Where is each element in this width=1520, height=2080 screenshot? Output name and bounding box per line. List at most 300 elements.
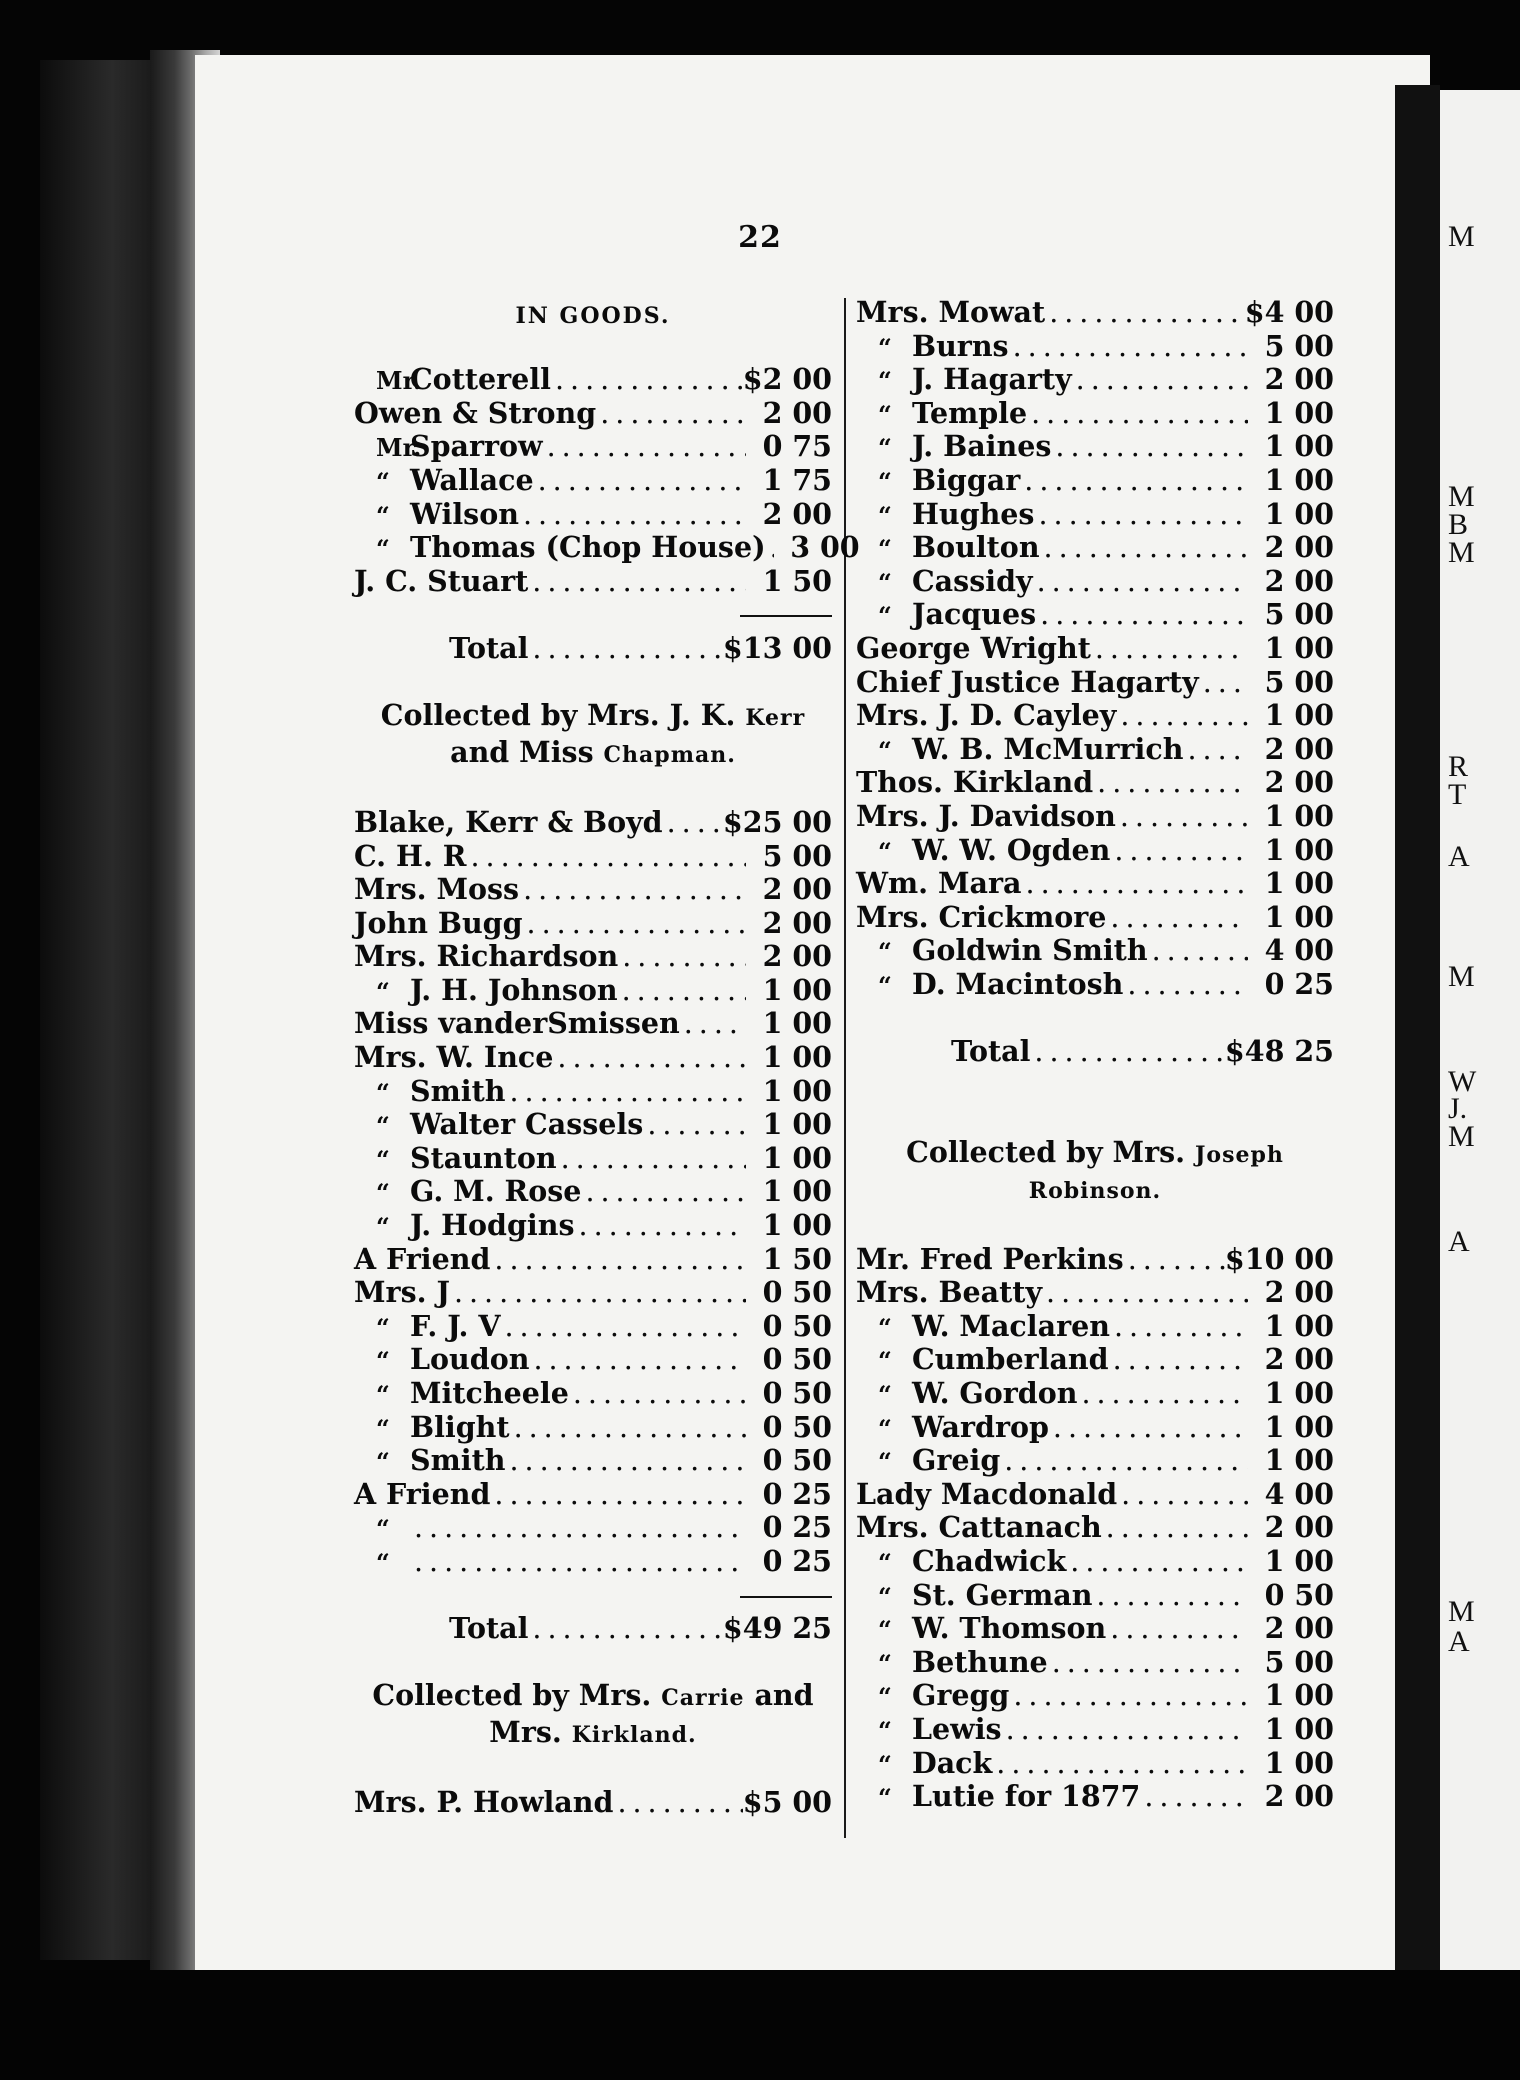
dot-leader <box>596 397 746 431</box>
donation-amount: 0 50 <box>1264 1577 1334 1612</box>
list-item <box>354 1377 832 1411</box>
section-heading-text: Collected by Mrs. J. K. <box>380 698 746 733</box>
donor-name-text: Mrs. Beatty <box>856 1275 1043 1310</box>
dot-leader <box>643 1108 746 1142</box>
list-item <box>856 1411 1334 1445</box>
donor-name-text: Staunton <box>410 1140 557 1175</box>
list-item <box>856 1780 1334 1814</box>
donor-name <box>856 699 1116 733</box>
ditto-mark: “ <box>878 1447 892 1477</box>
donor-name <box>856 464 1020 499</box>
list-item <box>856 498 1334 532</box>
ditto-mark: “ <box>376 500 390 530</box>
dot-leader <box>519 873 746 907</box>
dot-leader <box>569 1377 746 1411</box>
dot-leader <box>1002 1713 1248 1747</box>
ditto-mark: “ <box>376 1413 390 1443</box>
donor-name <box>856 1243 1124 1277</box>
dot-leader <box>1106 1612 1248 1646</box>
section-heading-in-goods: IN GOODS. <box>515 303 671 329</box>
next-page-letter: A <box>1448 1225 1470 1258</box>
next-page-letter: T <box>1448 778 1467 811</box>
donation-amount: 1 00 <box>1264 866 1334 901</box>
section-heading-text: Mrs. <box>489 1714 572 1749</box>
donor-name <box>856 1444 1000 1479</box>
dot-leader <box>1030 1035 1225 1069</box>
list-item <box>354 873 832 907</box>
total-amount: $48 25 <box>1224 1034 1334 1069</box>
donor-name-text: Mrs. Cattanach <box>856 1510 1102 1545</box>
donor-name <box>354 907 523 941</box>
list-item <box>856 733 1334 767</box>
donor-name <box>354 974 618 1009</box>
ditto-mark: “ <box>376 1447 390 1477</box>
ditto-mark: “ <box>878 1682 892 1712</box>
dot-leader <box>1183 733 1248 767</box>
dot-leader <box>1000 1444 1248 1478</box>
donation-amount: 1 00 <box>1264 1443 1334 1478</box>
dot-leader <box>1092 1579 1248 1613</box>
donor-name <box>856 1579 1092 1614</box>
donor-name <box>856 632 1091 666</box>
donor-name-text: Thos. Kirkland <box>856 765 1094 800</box>
donor-name-text: A Friend <box>354 1476 491 1511</box>
ditto-mark: “ <box>376 1380 390 1409</box>
ditto-mark: “ <box>376 466 390 496</box>
dot-leader <box>1199 666 1248 700</box>
donation-amount: 1 50 <box>762 1241 832 1276</box>
dot-leader <box>1110 834 1248 868</box>
donor-name-text: Mrs. P. Howland <box>354 1785 614 1820</box>
donor-name <box>354 1545 410 1580</box>
spacer <box>856 1209 1334 1243</box>
dot-leader <box>1048 1646 1248 1680</box>
ditto-mark: “ <box>878 601 892 631</box>
donor-name-text: Dack <box>912 1745 993 1780</box>
list-item <box>856 330 1334 364</box>
next-page-letter: W <box>1448 1065 1477 1098</box>
list-item <box>856 565 1334 599</box>
dot-leader <box>1022 867 1248 901</box>
donor-name-text: Mrs. Moss <box>354 872 520 907</box>
dot-leader <box>663 806 723 840</box>
ditto-mark: “ <box>878 433 892 463</box>
dot-leader <box>1093 766 1248 800</box>
donor-name <box>354 1377 569 1412</box>
donor-name <box>354 430 543 465</box>
dot-leader <box>500 1310 746 1344</box>
list-item <box>354 464 832 498</box>
dot-leader <box>1117 1478 1248 1512</box>
donation-amount: 1 00 <box>762 1040 832 1075</box>
list-item <box>856 1310 1334 1344</box>
total-rule <box>354 1579 832 1613</box>
donor-name <box>354 1075 505 1110</box>
ditto-mark: “ <box>878 1648 892 1678</box>
donation-amount: 2 00 <box>1264 1779 1334 1814</box>
list-item <box>354 430 832 464</box>
section-heading <box>354 699 832 772</box>
list-item <box>856 632 1334 666</box>
dot-leader <box>1106 901 1248 935</box>
dot-leader <box>618 974 746 1008</box>
dot-leader <box>1009 1679 1248 1713</box>
donor-name <box>354 1786 613 1820</box>
donation-amount: 4 00 <box>1264 1476 1334 1511</box>
list-item <box>856 1713 1334 1747</box>
donor-name <box>354 1243 490 1277</box>
donor-name <box>856 733 1183 768</box>
dot-leader <box>613 1786 742 1820</box>
ditto-mark: “ <box>376 1144 390 1174</box>
list-item <box>856 363 1334 397</box>
dot-leader <box>1027 397 1248 431</box>
dot-leader <box>1116 699 1248 733</box>
donor-name <box>856 363 1072 398</box>
donor-name <box>354 1511 410 1546</box>
donation-amount: 1 00 <box>1264 1745 1334 1780</box>
donation-amount: 2 00 <box>762 496 832 531</box>
spacer <box>354 666 832 700</box>
dot-leader <box>1116 800 1248 834</box>
dot-leader <box>490 1243 746 1277</box>
ditto-mark: “ <box>878 332 892 362</box>
donor-name <box>856 397 1027 432</box>
donation-amount: 1 00 <box>1264 832 1334 867</box>
dot-leader <box>450 1276 746 1310</box>
donor-name <box>856 1478 1117 1512</box>
left-column <box>354 296 860 1820</box>
dot-leader <box>528 632 723 666</box>
ditto-mark: “ <box>376 1178 390 1208</box>
donor-name <box>354 1310 500 1345</box>
dot-leader <box>1020 464 1248 498</box>
dot-leader <box>466 840 746 874</box>
donor-name <box>856 1411 1049 1446</box>
next-page-letter: A <box>1448 840 1470 873</box>
list-item <box>856 1545 1334 1579</box>
donation-amount: 0 25 <box>1264 966 1334 1001</box>
donor-name-text: Smith <box>410 1443 506 1478</box>
list-item <box>354 1786 832 1820</box>
donor-name <box>354 363 551 398</box>
list-item <box>856 1377 1334 1411</box>
column-divider <box>844 298 846 1838</box>
donor-name-text: W. Thomson <box>912 1611 1107 1646</box>
ditto-mark: “ <box>878 735 892 765</box>
ditto-mark: “ <box>878 1547 892 1577</box>
donation-amount: 2 00 <box>762 872 832 907</box>
list-item <box>856 1579 1334 1613</box>
section-heading-text: Collected by Mrs. <box>372 1678 662 1713</box>
donor-name-text: D. Macintosh <box>912 966 1124 1001</box>
donation-amount: 0 25 <box>762 1543 832 1578</box>
donation-amount: 1 00 <box>1264 1711 1334 1746</box>
ditto-mark: “ <box>376 1111 390 1141</box>
donor-name <box>856 1343 1109 1378</box>
dot-leader <box>1034 498 1248 532</box>
donor-name-text: Miss vanderSmissen <box>354 1006 680 1041</box>
donor-name-text: C. H. R <box>354 838 467 873</box>
donor-name-text: W. Maclaren <box>912 1308 1110 1343</box>
list-item <box>856 1747 1334 1781</box>
donor-name <box>354 1142 557 1177</box>
ditto-mark: “ <box>878 399 892 429</box>
total-label: Total <box>449 1611 529 1646</box>
donor-name-text: Temple <box>912 395 1028 430</box>
dot-leader <box>1110 1310 1248 1344</box>
dot-leader <box>1123 968 1248 1002</box>
dot-leader <box>551 363 743 397</box>
section-heading-text: Kirkland. <box>571 1721 697 1748</box>
list-item <box>856 1343 1334 1377</box>
list-item <box>856 464 1334 498</box>
donation-amount: 1 00 <box>1264 1409 1334 1444</box>
donor-name-text: J. Baines <box>912 429 1052 464</box>
donor-name <box>354 1276 450 1310</box>
next-page-letter: M <box>1448 1595 1475 1628</box>
donation-amount: 1 00 <box>1264 630 1334 665</box>
total-label: Total <box>449 630 529 665</box>
ditto-mark: Mr. <box>376 366 422 396</box>
section-heading-text: and <box>744 1678 814 1713</box>
donation-amount: 1 00 <box>1264 899 1334 934</box>
list-item <box>354 498 832 532</box>
ditto-mark: “ <box>878 1581 892 1611</box>
donor-name <box>354 531 766 566</box>
list-item <box>354 565 832 599</box>
next-page-fragment <box>1440 90 1520 1970</box>
next-page-letter: R <box>1448 750 1469 783</box>
donation-amount: 1 75 <box>762 462 832 497</box>
donor-name <box>856 1646 1048 1681</box>
donor-name-text: W. W. Ogden <box>912 832 1111 867</box>
donor-name <box>856 867 1022 901</box>
donor-name-text: Lady Macdonald <box>856 1476 1118 1511</box>
section-heading-text: Carrie <box>661 1685 745 1712</box>
dot-leader <box>505 1444 746 1478</box>
donor-name <box>354 1209 575 1244</box>
dot-leader <box>553 1041 746 1075</box>
scan-border-bottom <box>0 1970 1520 2080</box>
section-heading-text: Chapman. <box>603 741 736 768</box>
spacer <box>354 1646 832 1680</box>
donor-name <box>856 1612 1106 1647</box>
list-item <box>354 363 832 397</box>
donor-name <box>856 1377 1077 1412</box>
donor-name <box>856 1276 1042 1310</box>
donor-name-text: Goldwin Smith <box>912 933 1148 968</box>
section-heading-text: Collected by Mrs. <box>906 1134 1195 1169</box>
donor-name-text: Hughes <box>912 496 1035 531</box>
list-item <box>354 840 832 874</box>
donation-amount: 5 00 <box>1264 664 1334 699</box>
donor-name-text: Mrs. W. Ince <box>354 1040 554 1075</box>
donor-name <box>354 806 663 840</box>
donation-amount: 1 00 <box>1264 1543 1334 1578</box>
section-heading-text: and Miss <box>450 734 604 769</box>
donor-name <box>354 840 466 874</box>
list-item <box>856 1444 1334 1478</box>
dot-leader <box>1072 363 1248 397</box>
donation-amount: 1 00 <box>762 1174 832 1209</box>
spacer <box>856 1069 1334 1103</box>
dot-leader <box>490 1478 746 1512</box>
section-heading-text: Kerr <box>745 705 806 732</box>
donor-name <box>856 834 1110 869</box>
donor-name-text: Wm. Mara <box>856 866 1022 901</box>
dot-leader <box>1148 934 1248 968</box>
list-item <box>856 1679 1334 1713</box>
list-item <box>354 1444 832 1478</box>
list-item <box>354 1411 832 1445</box>
donor-name <box>856 1511 1102 1545</box>
list-item <box>354 1175 832 1209</box>
donor-name-text: Blight <box>410 1409 510 1444</box>
donor-name-text: Jacques <box>912 597 1037 632</box>
donor-name-text: J. Hagarty <box>912 362 1072 397</box>
next-page-letter: M <box>1448 1120 1475 1153</box>
donation-amount: 1 00 <box>762 1073 832 1108</box>
donor-name-text: Cassidy <box>912 563 1033 598</box>
list-item <box>856 699 1334 733</box>
donor-name <box>856 296 1045 330</box>
donor-name-text: Smith <box>410 1073 506 1108</box>
donor-name-text: Bethune <box>912 1644 1048 1679</box>
donation-amount: 2 00 <box>762 905 832 940</box>
spacer <box>856 1102 1334 1136</box>
dot-leader <box>543 430 746 464</box>
next-page-letter: B <box>1448 508 1469 541</box>
donor-name-text: Wallace <box>410 462 534 497</box>
donor-name-text: J. C. Stuart <box>354 563 529 598</box>
list-item <box>856 1243 1334 1277</box>
dot-leader <box>523 907 746 941</box>
dot-leader <box>1033 565 1248 599</box>
donor-name <box>354 873 519 907</box>
list-item <box>856 834 1334 868</box>
donation-amount: 1 00 <box>1264 462 1334 497</box>
donation-amount: 4 00 <box>1264 933 1334 968</box>
donor-name-text: Wilson <box>410 496 519 531</box>
ditto-mark: “ <box>878 1413 892 1443</box>
donor-name-text: John Bugg <box>354 905 523 940</box>
spacer <box>354 1753 832 1787</box>
right-column <box>856 296 1334 1814</box>
donation-amount: 1 00 <box>762 1006 832 1041</box>
ditto-mark: “ <box>878 1749 892 1779</box>
ditto-mark: “ <box>878 466 892 496</box>
list-item <box>354 1545 832 1579</box>
donor-name-text: Lutie for 1877 <box>912 1779 1141 1814</box>
total-row <box>856 1035 1334 1069</box>
donation-amount: 2 00 <box>1264 1275 1334 1310</box>
dot-leader <box>1102 1511 1248 1545</box>
donation-amount: 1 00 <box>1264 496 1334 531</box>
list-item <box>856 901 1334 935</box>
donor-name-text: Chief Justice Hagarty <box>856 664 1199 699</box>
ditto-mark: “ <box>376 976 390 1006</box>
dot-leader <box>410 1511 746 1545</box>
donor-name-text: Cumberland <box>912 1342 1109 1377</box>
list-item <box>354 1276 832 1310</box>
dot-leader <box>1042 1276 1248 1310</box>
donor-name <box>856 430 1051 465</box>
list-item <box>354 907 832 941</box>
donor-name-text: F. J. V <box>410 1308 501 1343</box>
donation-amount: 0 50 <box>762 1308 832 1343</box>
donation-amount: 5 00 <box>1264 597 1334 632</box>
ditto-mark: “ <box>878 970 892 1000</box>
donation-amount: 0 50 <box>762 1409 832 1444</box>
dot-leader <box>1091 632 1248 666</box>
donation-amount: 0 50 <box>762 1376 832 1410</box>
next-page-letter: M <box>1448 960 1475 993</box>
dot-leader <box>1049 1411 1248 1445</box>
list-item <box>354 1142 832 1176</box>
ditto-mark: Mr. <box>376 433 422 463</box>
donor-name <box>354 1343 529 1378</box>
donation-amount: 2 00 <box>762 395 832 430</box>
donor-name-text: A Friend <box>354 1241 491 1276</box>
dot-leader <box>534 464 746 498</box>
dot-leader <box>680 1007 746 1041</box>
next-page-letter: M <box>1448 220 1475 253</box>
dot-leader <box>1051 430 1248 464</box>
ditto-mark: “ <box>376 1547 390 1577</box>
donor-name-text: Sparrow <box>410 429 543 464</box>
next-page-letter: M <box>1448 480 1475 513</box>
donor-name-text: J. Hodgins <box>410 1208 575 1243</box>
list-item <box>354 530 860 565</box>
donor-name <box>354 565 528 599</box>
donation-amount: 1 00 <box>1264 1308 1334 1343</box>
list-item <box>354 940 832 974</box>
dot-leader <box>1036 598 1248 632</box>
donor-name <box>856 1780 1140 1815</box>
list-item <box>856 1478 1334 1512</box>
total-rule <box>354 598 832 632</box>
donor-name-text: Greig <box>912 1443 1001 1478</box>
donation-amount: $10 00 <box>1224 1241 1334 1276</box>
list-item <box>856 766 1334 800</box>
donation-amount: 5 00 <box>1264 1644 1334 1679</box>
dot-leader <box>505 1075 746 1109</box>
donor-name-text: Mr. Fred Perkins <box>856 1241 1124 1276</box>
donor-name <box>354 1478 490 1512</box>
donor-name-text: Thomas (Chop House) <box>410 530 766 565</box>
list-item <box>856 1276 1334 1310</box>
donor-name <box>856 766 1093 800</box>
list-item <box>354 1041 832 1075</box>
donation-amount: 1 00 <box>1264 429 1334 464</box>
next-page-letter: J. <box>1448 1092 1468 1125</box>
total-row <box>354 1612 832 1646</box>
donation-amount: 1 00 <box>1264 395 1334 430</box>
book-binding-left <box>40 60 160 1960</box>
donation-amount: 3 00 <box>790 530 860 565</box>
donor-name-text: Biggar <box>912 462 1021 497</box>
ditto-mark: “ <box>878 937 892 967</box>
donor-name <box>856 565 1033 600</box>
list-item <box>856 1612 1334 1646</box>
total-row <box>354 632 832 666</box>
list-item <box>856 666 1334 700</box>
donor-name <box>354 940 618 974</box>
ditto-mark: “ <box>878 366 892 396</box>
donor-name-text: Boulton <box>912 530 1040 565</box>
ditto-mark: “ <box>878 534 892 564</box>
